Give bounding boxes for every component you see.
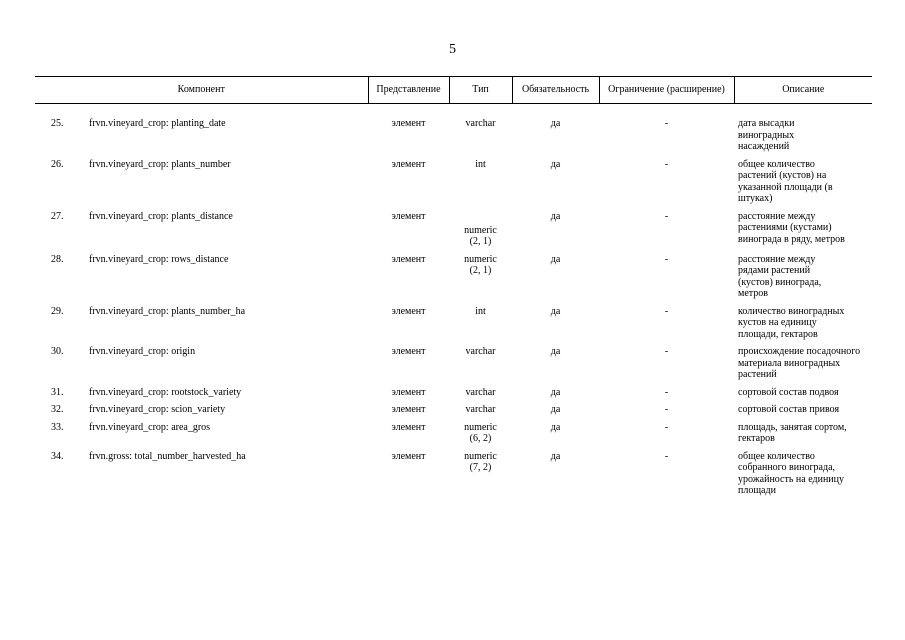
row-component: frvn.vineyard_crop: rootstock_variety (89, 386, 242, 398)
row-restriction: - (664, 210, 669, 222)
row-component: frvn.vineyard_crop: origin (89, 346, 196, 357)
row-required: да (550, 386, 561, 398)
table-row (35, 422, 872, 451)
table-row (35, 346, 872, 387)
row-representation: элемент (391, 118, 426, 129)
components-table (35, 76, 872, 503)
row-number: 29. (51, 305, 64, 317)
row-representation: элемент (391, 346, 426, 357)
row-required: да (550, 421, 561, 433)
row-description: происхождение посадочного материала виноградных растений (738, 346, 861, 380)
row-component: frvn.vineyard_crop: planting_date (89, 118, 226, 129)
row-restriction: - (664, 404, 669, 415)
row-description: сортовой состав подвоя (738, 386, 839, 398)
row-number: 26. (51, 158, 64, 170)
header-required: Обязательность (512, 77, 599, 104)
row-restriction: - (664, 118, 669, 129)
row-restriction: - (664, 158, 669, 170)
row-number: 28. (51, 253, 64, 265)
header-component: Компонент (35, 77, 368, 104)
row-component: frvn.vineyard_crop: plants_number_ha (89, 305, 246, 317)
row-type: numeric (6, 2) (464, 421, 497, 444)
row-required: да (550, 404, 561, 415)
row-description: площадь, занятая сортом, гектаров (738, 421, 847, 444)
row-required: да (550, 305, 561, 317)
row-type: numeric (2, 1) (464, 253, 497, 276)
row-description: общее количество растений (кустов) на указанной площади (в штуках) (738, 158, 833, 204)
row-restriction: - (664, 253, 669, 265)
row-representation: элемент (391, 404, 426, 415)
row-number: 34. (51, 450, 64, 462)
header-description: Описание (734, 77, 872, 104)
row-restriction: - (664, 346, 669, 357)
row-representation: элемент (391, 158, 426, 170)
table-row (35, 306, 872, 347)
row-required: да (550, 253, 561, 265)
row-required: да (550, 158, 561, 170)
row-component: frvn.gross: total_number_harvested_ha (89, 450, 246, 462)
header-type: Тип (449, 77, 512, 104)
row-type: int (475, 305, 486, 317)
table-row (35, 211, 872, 254)
row-required: да (550, 450, 561, 462)
row-type: numeric (7, 2) (464, 450, 497, 473)
row-component: frvn.vineyard_crop: plants_distance (89, 210, 233, 222)
table-row (35, 451, 872, 503)
header-representation: Представление (368, 77, 449, 104)
row-number: 31. (51, 386, 64, 398)
row-description: расстояние между рядами растений (кустов) винограда, метров (738, 253, 822, 299)
row-number: 27. (51, 210, 64, 222)
row-restriction: - (664, 421, 669, 433)
row-description: количество виноградных кустов на единицу площади, гектаров (738, 305, 845, 340)
row-number: 25. (51, 118, 64, 129)
table-row (35, 104, 872, 159)
row-type: numeric (2, 1) (464, 224, 497, 247)
row-type: varchar (465, 386, 496, 398)
row-representation: элемент (391, 210, 426, 222)
row-description: сортовой состав привоя (738, 404, 840, 415)
row-component: frvn.vineyard_crop: scion_variety (89, 404, 226, 415)
row-required: да (550, 210, 561, 222)
row-required: да (550, 118, 561, 129)
row-description: общее количество собранного винограда, урожайность на единицу площади (738, 450, 845, 496)
table-row (35, 254, 872, 306)
table-row (35, 387, 872, 405)
page-number: 5 (449, 42, 456, 57)
row-representation: элемент (391, 305, 426, 317)
row-required: да (550, 346, 561, 357)
row-description: расстояние между растениями (кустами) винограда в ряду, метров (738, 210, 845, 245)
row-number: 33. (51, 421, 64, 433)
row-description: дата высадки виноградных насаждений (738, 118, 795, 152)
row-component: frvn.vineyard_crop: plants_number (89, 158, 231, 170)
row-type: varchar (465, 404, 496, 415)
row-representation: элемент (391, 450, 426, 462)
row-type: varchar (465, 346, 496, 357)
row-representation: элемент (391, 386, 426, 398)
row-component: frvn.vineyard_crop: rows_distance (89, 253, 229, 265)
row-type: varchar (465, 118, 496, 129)
row-restriction: - (664, 386, 669, 398)
table-row (35, 159, 872, 211)
row-number: 32. (51, 404, 64, 415)
row-restriction: - (664, 450, 669, 462)
row-representation: элемент (391, 253, 426, 265)
table-header-row (35, 77, 872, 104)
row-restriction: - (664, 305, 669, 317)
header-restriction: Ограничение (расширение) (599, 77, 734, 104)
row-component: frvn.vineyard_crop: area_gros (89, 421, 211, 433)
row-representation: элемент (391, 421, 426, 433)
row-number: 30. (51, 346, 64, 357)
table-row (35, 404, 872, 422)
row-type: int (475, 158, 486, 170)
